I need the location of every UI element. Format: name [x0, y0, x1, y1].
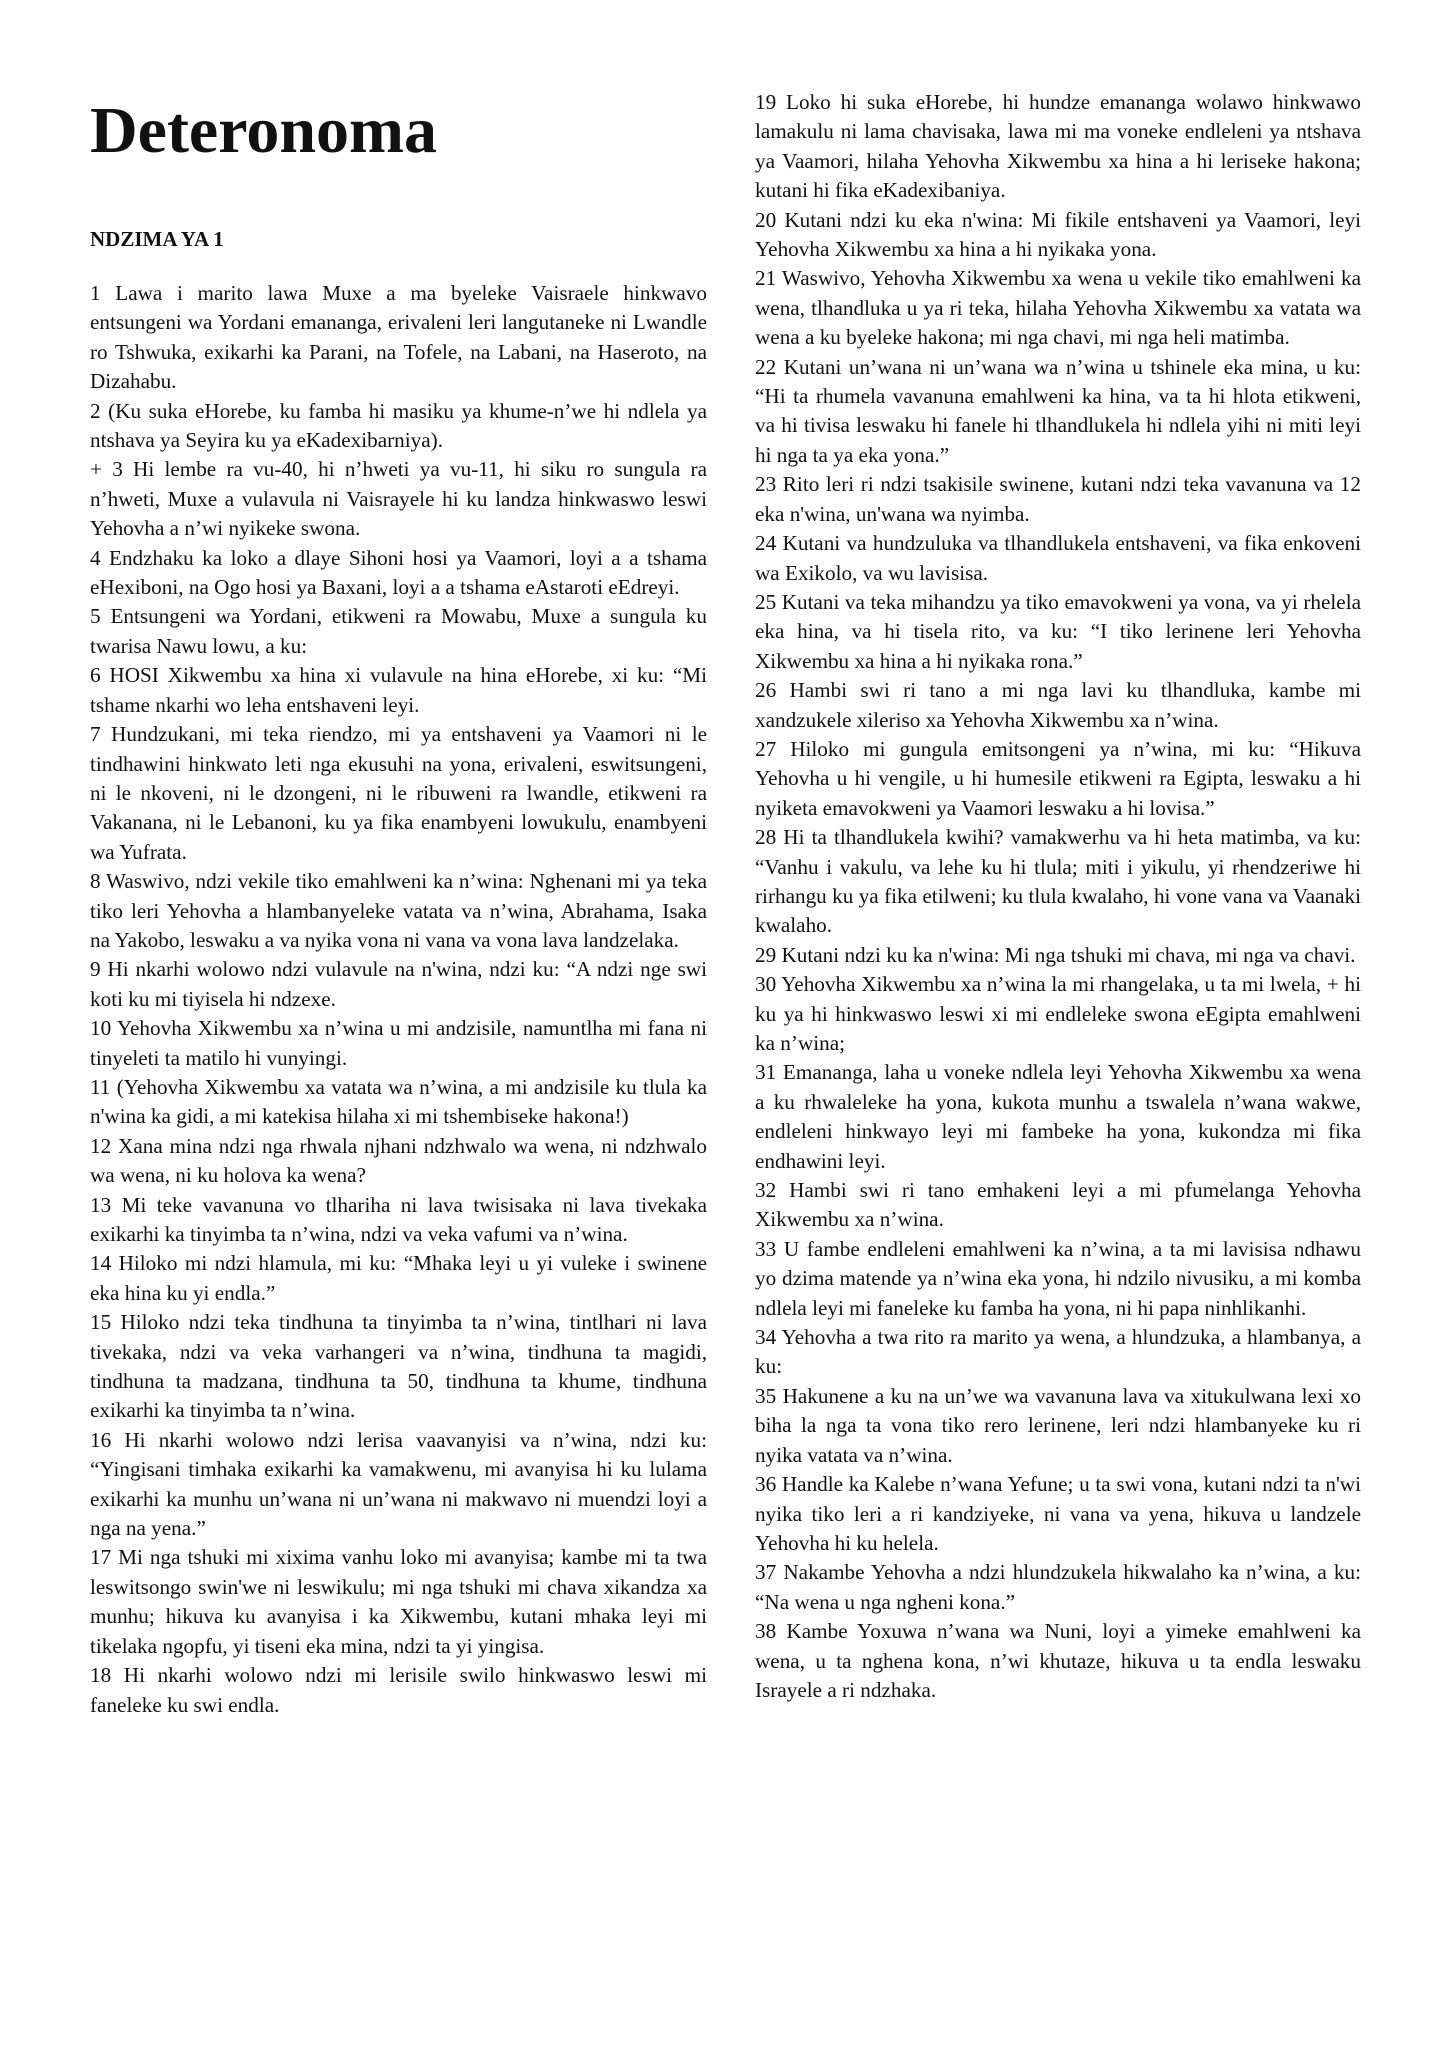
verse: 24 Kutani va hundzuluka va tlhandlukela entshaveni, va fika enkoveni wa Exikolo, va wu lavisisa.: [755, 531, 1361, 585]
verse: 27 Hiloko mi gungula emitsongeni ya n’wina, mi ku: “Hikuva Yehovha u hi vengile, u hi humesile etikweni ra Egipta, leswaku a hi nyiketa emavokweni ya Vaamori leswaku a hi lovisa.”: [755, 736, 1361, 820]
verse: 37 Nakambe Yehovha a ndzi hlundzukela hikwalaho ka n’wina, a ku: “Na wena u nga ngheni kona.”: [755, 1560, 1361, 1614]
verse: 14 Hiloko mi ndzi hlamula, mi ku: “Mhaka leyi u yi vuleke i swinene eka hina ku yi endla.”: [90, 1251, 707, 1305]
verse: 8 Waswivo, ndzi vekile tiko emahlweni ka n’wina: Nghenani mi ya teka tiko leri Yehovha a hlambanyeleke vatata va n’wina, Abrahama, Isaka na Yakobo, leswaku a va nyika vona ni vana va vona lava landzelaka.: [90, 869, 707, 952]
verse: 4 Endzhaku ka loko a dlaye Sihoni hosi ya Vaamori, loyi a a tshama eHexiboni, na Ogo hosi ya Baxani, loyi a a tshama eAstaroti eEdreyi.: [90, 545, 707, 600]
verse: 16 Hi nkarhi wolowo ndzi lerisa vaavanyisi va n’wina, ndzi ku: “Yingisani timhaka exikarhi ka vamakwenu, mi avanyisa hi ku lulama exikarhi ka munhu un’wana ni un’wana ni makwavo ni muendzi loyi a nga na yena.”: [90, 1427, 707, 1541]
verse: 32 Hambi swi ri tano emhakeni leyi a mi pfumelanga Yehovha Xikwembu xa n’wina.: [755, 1178, 1361, 1232]
verse: 29 Kutani ndzi ku ka n'wina: Mi nga tshuki mi chava, mi nga va chavi.: [755, 942, 1356, 967]
verse: 19 Loko hi suka eHorebe, hi hundze emananga wolawo hinkwawo lamakulu ni lama chavisaka, lawa mi ma voneke endleleni ya ntshava ya Vaamori, hilaha Yehovha Xikwembu xa hina a hi leriseke hakona; kutani hi fika eKadexibaniya.: [755, 90, 1361, 203]
verse: 1 Lawa i marito lawa Muxe a ma byeleke Vaisraele hinkwavo entsungeni wa Yordani emananga, erivaleni leri langutaneke ni Lwandle ro Tshwuka, exikarhi ka Parani, na Tofele, na Labani, na Haseroto, na Dizahabu.: [90, 281, 707, 394]
verse: 34 Yehovha a twa rito ra marito ya wena, a hlundzuka, a hlambanya, a ku:: [755, 1325, 1361, 1379]
verse: 26 Hambi swi ri tano a mi nga lavi ku tlhandluka, kambe mi xandzukele xileriso xa Yehovha Xikwembu xa n’wina.: [755, 678, 1361, 732]
verse: 28 Hi ta tlhandlukela kwihi? vamakwerhu va hi heta matimba, va ku: “Vanhu i vakulu, va lehe ku hi tlula; miti i yikulu, yi rhendzeriwe hi rirhangu ku ya fika etilweni; ku tlula kwalaho, hi vone vana va Vaanaki kwalaho.: [755, 825, 1361, 938]
verse: 38 Kambe Yoxuwa n’wana wa Nuni, loyi a yimeke emahlweni ka wena, u ta nghena kona, n’wi khutaze, hikuva u ta endla leswaku Israyele a ri ndzhaka.: [755, 1619, 1361, 1702]
verse: 9 Hi nkarhi wolowo ndzi vulavule na n'wina, ndzi ku: “A ndzi nge swi koti ku mi tiyisela hi ndzexe.: [90, 957, 707, 1011]
verse: 35 Hakunene a ku na un’we wa vavanuna lava va xitukulwana lexi xo biha la nga ta vona tiko rero lerinene, leri ndzi hlambanyeke ku ri nyika vatata va n’wina.: [755, 1383, 1361, 1467]
left-column: [90, 279, 707, 1720]
verse: 15 Hiloko ndzi teka tindhuna ta tinyimba ta n’wina, tintlhari ni lava tivekaka, ndzi va veka varhangeri va n’wina, tindhuna ta magidi, tindhuna ta madzana, tindhuna ta 50, tindhuna ta khume, tindhuna exikarhi ka tinyimba ta n’wina.: [90, 1310, 707, 1423]
verse: + 3 Hi lembe ra vu-40, hi n’hweti ya vu-11, hi siku ro sungula ra n’hweti, Muxe a vulavula ni Vaisrayele hi ku landza hinkwaswo leswi Yehovha a n’wi nyikeke swona.: [90, 457, 707, 541]
right-column: [755, 88, 1361, 1705]
verse: 33 U fambe endleleni emahlweni ka n’wina, a ta mi lavisisa ndhawu yo dzima matende ya n’wina eka yona, hi ndzilo nivusiku, a mi komba ndlela leyi mi faneleke ku famba ha yona, ni hi papa ninhlikanhi.: [755, 1236, 1361, 1320]
verse: 7 Hundzukani, mi teka riendzo, mi ya entshaveni ya Vaamori ni le tindhawini hinkwato leti nga ekusuhi na yona, erivaleni, eswitsungeni, ni le nkoveni, ni le dzongeni, ni le ribuweni ra lwandle, etikweni ra Vakanana, ni le Lebanoni, ku ya fika enambyeni lowukulu, enambyeni wa Yufrata.: [90, 722, 707, 864]
verse: 25 Kutani va teka mihandzu ya tiko emavokweni ya vona, va yi rhelela eka hina, va hi tisela rito, va ku: “I tiko lerinene leri Yehovha Xikwembu xa hina a hi nyikaka rona.”: [755, 589, 1361, 673]
verse: 13 Mi teke vavanuna vo tlhariha ni lava twisisaka ni lava tivekaka exikarhi ka tinyimba ta n’wina, ndzi va veka vafumi va n’wina.: [90, 1192, 707, 1246]
verse: 10 Yehovha Xikwembu xa n’wina u mi andzisile, namuntlha mi fana ni tinyeleti ta matilo hi vunyingi.: [90, 1016, 707, 1070]
verse: 31 Emananga, laha u voneke ndlela leyi Yehovha Xikwembu xa wena a ku rhwaleleke ha yona, kukota munhu a tswalela n’wana wakwe, endleleni hinkwayo leyi mi fambeke ha yona, kukondza mi fika endhawini leyi.: [755, 1060, 1361, 1173]
verse: 12 Xana mina ndzi nga rhwala njhani ndzhwalo wa wena, ni ndzhwalo wa wena, ni ku holova ka wena?: [90, 1133, 707, 1188]
verse: 23 Rito leri ri ndzi tsakisile swinene, kutani ndzi teka vavanuna va 12 eka n'wina, un'wana wa nyimba.: [755, 472, 1361, 526]
verse: 2 (Ku suka eHorebe, ku famba hi masiku ya khume-n’we hi ndlela ya ntshava ya Seyira ku ya eKadexibarniya).: [90, 398, 707, 453]
verse: 30 Yehovha Xikwembu xa n’wina la mi rhangelaka, u ta mi lwela, + hi ku ya hi hinkwaswo leswi xi mi endleleke swona eEgipta emahlweni ka n’wina;: [755, 972, 1361, 1055]
verse: 6 HOSI Xikwembu xa hina xi vulavule na hina eHorebe, xi ku: “Mi tshame nkarhi wo leha entshaveni leyi.: [90, 663, 707, 717]
verse: 22 Kutani un’wana ni un’wana wa n’wina u tshinele eka mina, u ku: “Hi ta rhumela vavanuna emahlweni ka hina, va ta hi hlota etikweni, va hi tivisa leswaku hi fanele hi tlhandlukela hi ndlela yihi ni miti leyi hi nga ta ya eka yona.”: [755, 354, 1361, 467]
verse: 36 Handle ka Kalebe n’wana Yefune; u ta swi vona, kutani ndzi ta n'wi nyika tiko leri a ri kandziyeke, ni vana va yena, hikuva u landzele Yehovha hi ku helela.: [755, 1472, 1361, 1555]
verse: 5 Entsungeni wa Yordani, etikweni ra Mowabu, Muxe a sungula ku twarisa Nawu lowu, a ku:: [90, 604, 707, 658]
verse: 17 Mi nga tshuki mi xixima vanhu loko mi avanyisa; kambe mi ta twa leswitsongo swin'we ni leswikulu; mi nga tshuki mi chava xikandza xa munhu; hikuva ku avanyisa i ka Xikwembu, kutani mhaka leyi mi tikelaka ngopfu, yi tiseni eka mina, ndzi ta yi yingisa.: [90, 1545, 707, 1658]
verse: 20 Kutani ndzi ku eka n'wina: Mi fikile entshaveni ya Vaamori, leyi Yehovha Xikwembu xa hina a hi nyikaka yona.: [755, 207, 1361, 262]
book-title: Deteronoma: [90, 94, 438, 167]
verse: 18 Hi nkarhi wolowo ndzi mi lerisile swilo hinkwaswo leswi mi faneleke ku swi endla.: [90, 1663, 707, 1717]
chapter-heading: NDZIMA YA 1: [90, 227, 224, 251]
verse: 11 (Yehovha Xikwembu xa vatata wa n’wina, a mi andzisile ku tlula ka n'wina ka gidi, a mi katekisa hilaha xi mi tshembiseke hakona!): [90, 1074, 707, 1129]
verse: 21 Waswivo, Yehovha Xikwembu xa wena u vekile tiko emahlweni ka wena, tlhandluka u ya ri teka, hilaha Yehovha Xikwembu xa vatata wa wena a ku byeleke hakona; mi nga chavi, mi nga heli matimba.: [755, 266, 1361, 350]
